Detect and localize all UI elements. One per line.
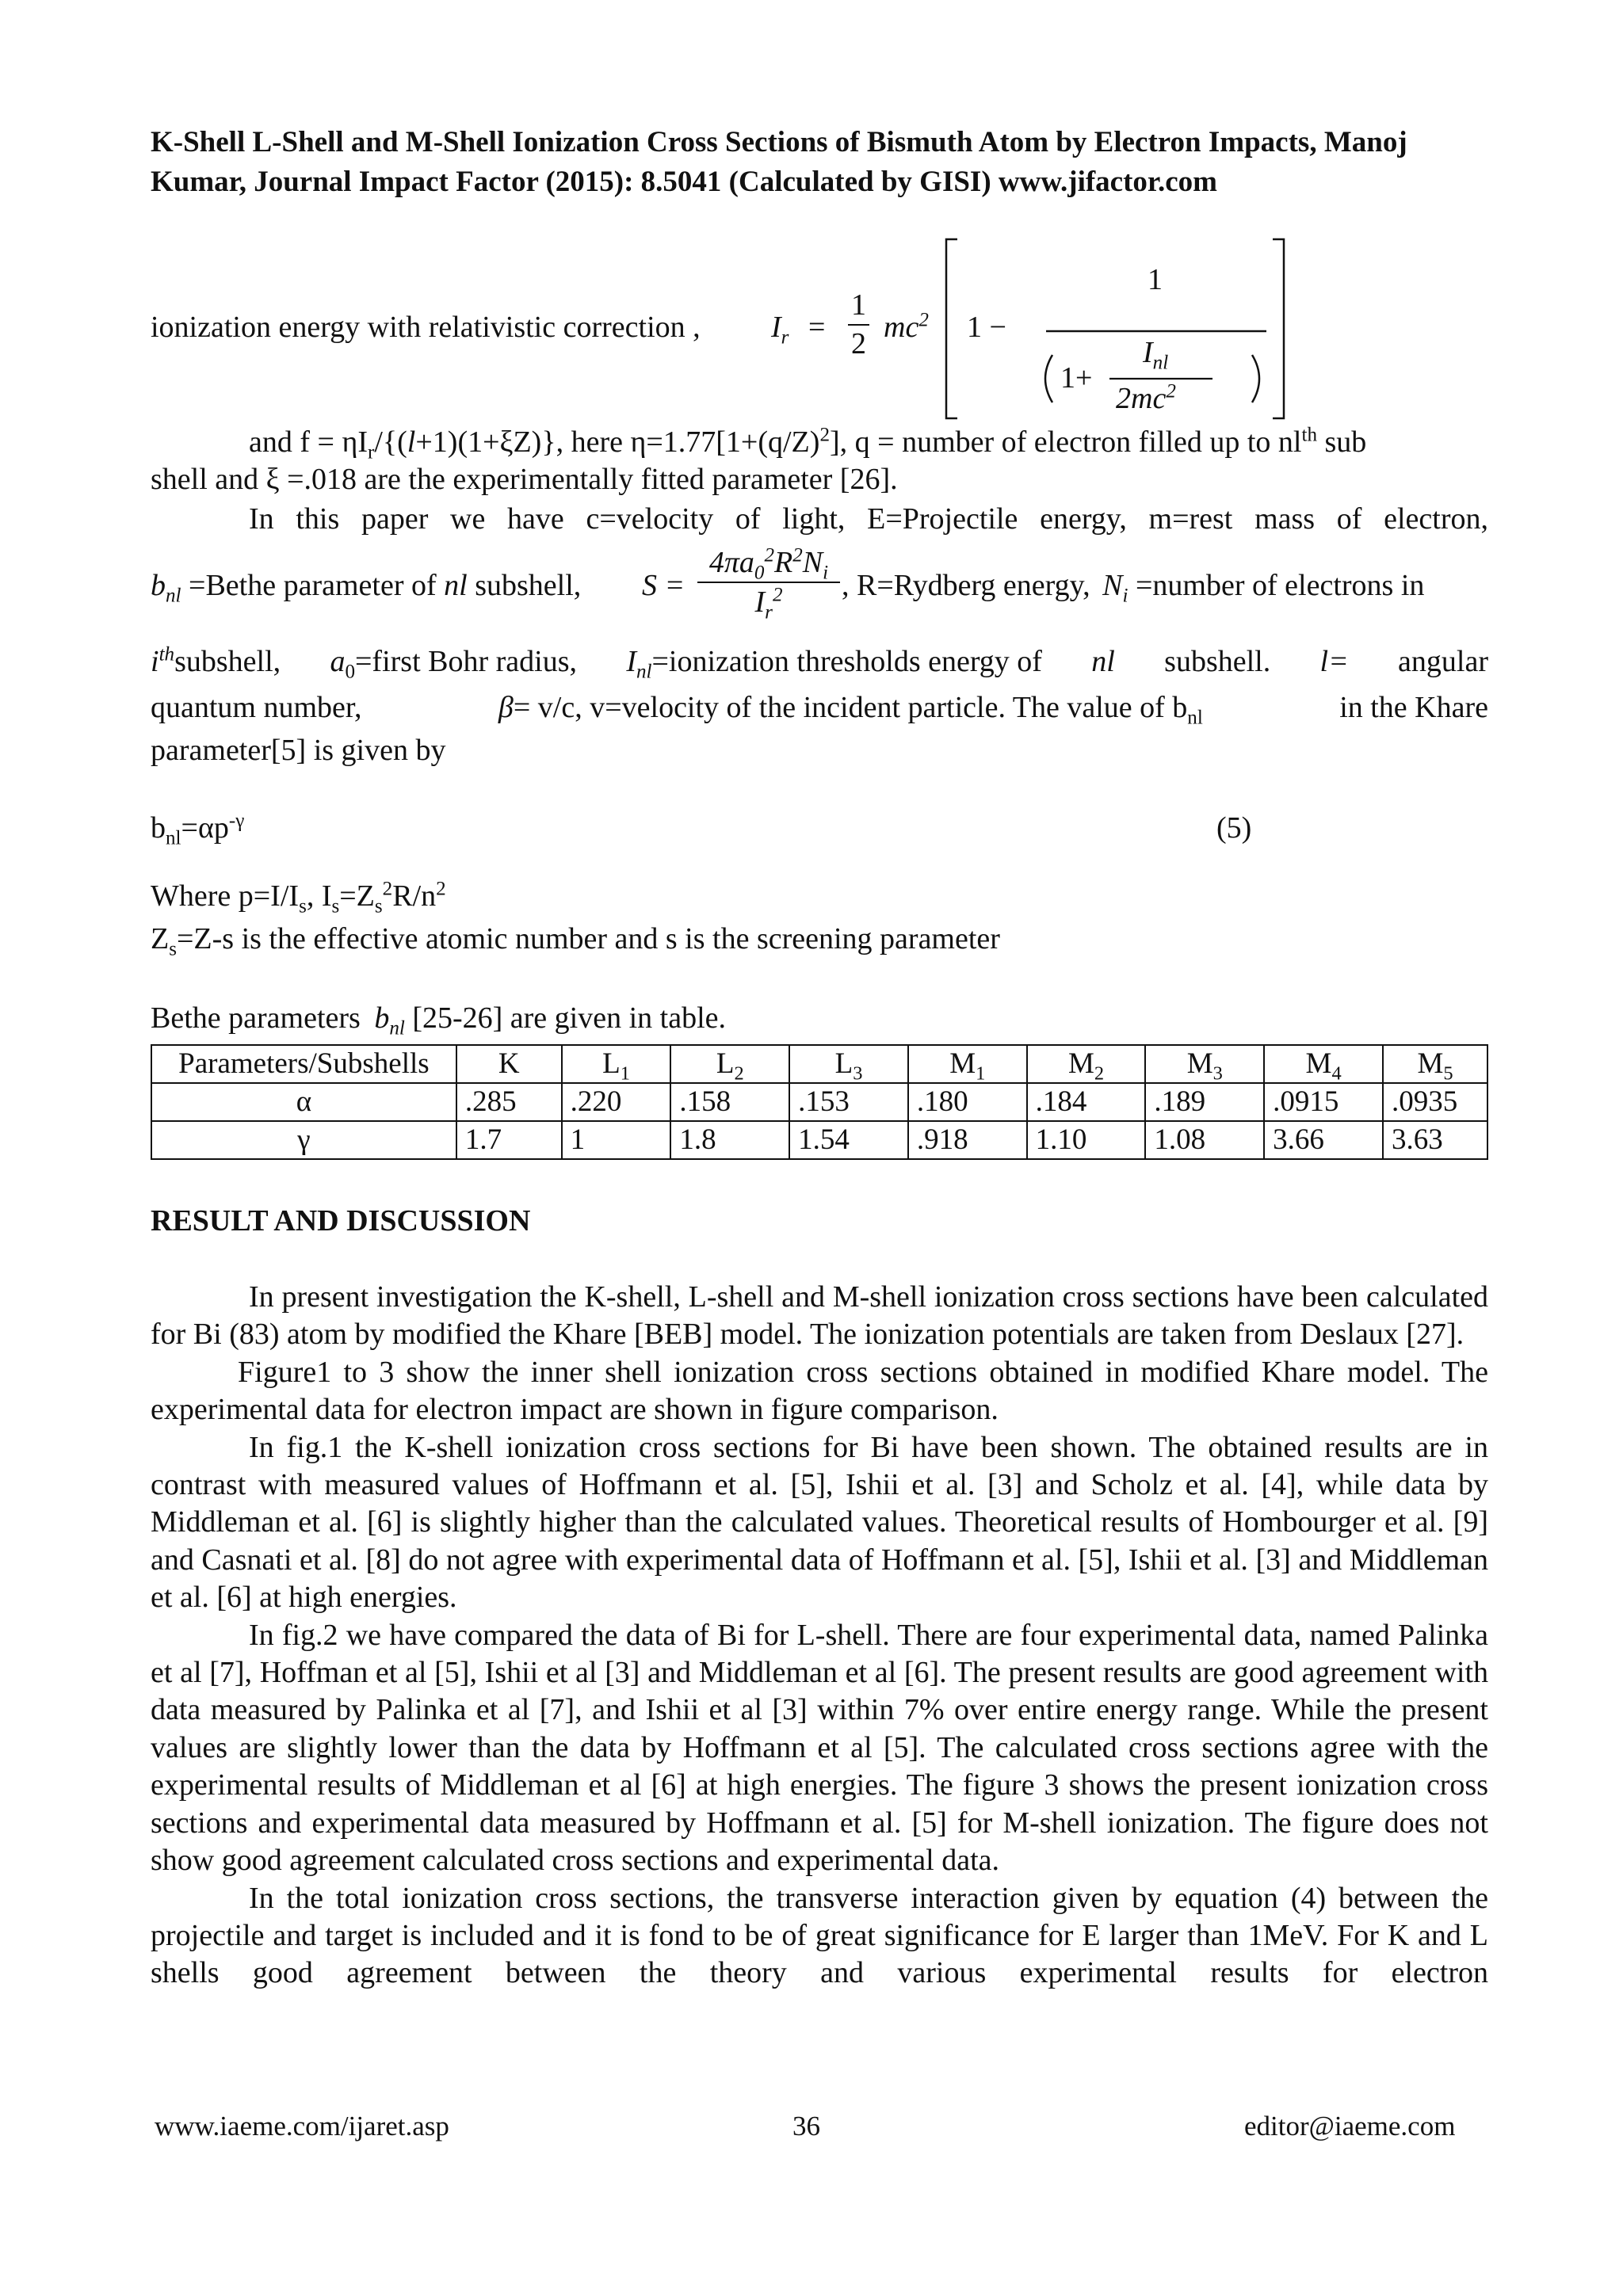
S-tail: , R=Rydberg energy, $N_i$ =number of electrons in bbox=[842, 569, 1425, 607]
results-body bbox=[151, 1279, 1488, 1993]
table-cell: 3.63 bbox=[1383, 1121, 1487, 1159]
table-cell: 3.66 bbox=[1264, 1121, 1383, 1159]
formula-one-plus: 1+ bbox=[1060, 361, 1093, 395]
table-cell: .184 bbox=[1027, 1083, 1146, 1121]
table-cell: .0915 bbox=[1264, 1083, 1383, 1121]
page-number: 36 bbox=[792, 2111, 820, 2142]
paragraph-f-definition bbox=[151, 424, 1488, 498]
section-title: RESULT AND DISCUSSION bbox=[151, 1204, 531, 1238]
formula-lhs: $I_r$ bbox=[771, 311, 789, 349]
header-cell: $M_3$ bbox=[1145, 1045, 1264, 1083]
table-cell: 1.7 bbox=[456, 1121, 562, 1159]
para1-line2: shell and ξ =.018 are the experimentally fitted parameter [26]. bbox=[151, 463, 898, 497]
table-cell: .0935 bbox=[1383, 1083, 1487, 1121]
formula-I-nl: $I_{nl}$ bbox=[1143, 336, 1169, 374]
table-cell: .153 bbox=[789, 1083, 908, 1121]
relativistic-formula bbox=[151, 223, 1498, 421]
para2-line5: parameter[5] is given by bbox=[151, 734, 446, 767]
zs-definition: $Z_s=Z-s$ is the effective atomic number and s is the screening parameter bbox=[151, 922, 1000, 960]
table-cell: 1.54 bbox=[789, 1121, 908, 1159]
header-cell: $L_2$ bbox=[670, 1045, 789, 1083]
paragraph: In fig.2 we have compared the data of Bi for L-shell. There are four experimental data, named Palinka et al [7], Hoffman et al [5], Ishii et al [3] and Middleman et al [6]. The present results are good agreement with data measured by Palinka et al [7], and Ishii et al [3] within 7% over entire energy range. While the present values are slightly lower than the data by Hoffmann et al [5]. The calculated cross sections agree with the experimental results of Middleman et al [6] at high energies. The figure 3 shows the present ionization cross sections and experimental data measured by Hoffmann et al. [5] for M-shell ionization. The figure does not show good agreement calculated cross sections and experimental data. bbox=[151, 1618, 1488, 1878]
formula-half: $\frac{1}{2}$ bbox=[848, 287, 869, 363]
formula-mc2: $mc^2$ bbox=[884, 309, 929, 344]
table-cell: .220 bbox=[562, 1083, 671, 1121]
table-intro: Bethe parameters $b_{nl}$ [25-26] are given in table. bbox=[151, 1001, 727, 1039]
table-cell: .285 bbox=[456, 1083, 562, 1121]
header-cell: $L_1$ bbox=[562, 1045, 671, 1083]
formula-equals: = bbox=[808, 311, 826, 344]
table-header-row bbox=[151, 1045, 1487, 1083]
formula-2mc2: $2mc^2$ bbox=[1116, 380, 1176, 415]
paragraph: Figure1 to 3 show the inner shell ionization cross sections obtained in modified Khare model. The experimental data for electron impact are shown in figure comparison. bbox=[151, 1355, 1488, 1427]
row-label: α bbox=[151, 1083, 456, 1121]
formula-one-minus: 1 − bbox=[967, 311, 1006, 344]
running-header bbox=[151, 123, 1490, 203]
where-definition: Where $p=I/I_s$, $I_s=Z_s^2R/n^2$ bbox=[151, 878, 446, 917]
table-row-alpha bbox=[151, 1083, 1487, 1121]
footer-email[interactable]: editor@iaeme.com bbox=[1244, 2111, 1456, 2142]
paragraph: In present investigation the K-shell, L-shell and M-shell ionization cross sections have been calculated for Bi (83) atom by modified the Khare [BEB] model. The ionization potentials are taken from Deslaux [27]. bbox=[151, 1280, 1488, 1352]
table-cell: 1.8 bbox=[670, 1121, 789, 1159]
table-cell: .918 bbox=[908, 1121, 1027, 1159]
bethe-param-def: $b_{nl}$ =Bethe parameter of nl subshell, bbox=[151, 569, 582, 607]
table-cell: .158 bbox=[670, 1083, 789, 1121]
table-cell: .180 bbox=[908, 1083, 1027, 1121]
S-fraction: $4\pi a_0^2R^2N_i$ $I_r^2$ bbox=[697, 545, 840, 622]
header-cell: Parameters/Subshells bbox=[151, 1045, 456, 1083]
header-line-1: K-Shell L-Shell and M-Shell Ionization Cross Sections of Bismuth Atom by Electron Impacts, Manoj bbox=[151, 126, 1407, 158]
row-label: γ bbox=[151, 1121, 456, 1159]
header-cell: $M_2$ bbox=[1027, 1045, 1146, 1083]
table-cell: .189 bbox=[1145, 1083, 1264, 1121]
header-line-2: Kumar, Journal Impact Factor (2015): 8.5041 (Calculated by GISI) www.jifactor.com bbox=[151, 166, 1217, 199]
paragraph: In the total ionization cross sections, the transverse interaction given by equation (4) between the projectile and target is included and it is fond to be of great significance for E larger than 1MeV. For K and L shells good agreement between the theory and various experimental results for electron bbox=[151, 1881, 1488, 1990]
formula-intro: ionization energy with relativistic correction , bbox=[151, 311, 701, 344]
table-cell: 1.10 bbox=[1027, 1121, 1146, 1159]
header-cell: $M_1$ bbox=[908, 1045, 1027, 1083]
table-cell: 1 bbox=[562, 1121, 671, 1159]
S-symbol: S = bbox=[642, 569, 685, 602]
table-row-gamma bbox=[151, 1121, 1487, 1159]
para2-line4: quantum number, β= v/c, v=velocity of the incident particle. The value of $b_{nl}$ in the Khare bbox=[151, 691, 1488, 729]
formula-inner-num: 1 bbox=[1148, 263, 1163, 296]
footer-url[interactable]: www.iaeme.com/ijaret.asp bbox=[155, 2111, 449, 2142]
header-cell: K bbox=[456, 1045, 562, 1083]
bethe-parameters-table bbox=[151, 1044, 1488, 1160]
para2-line1: In this paper we have c=velocity of light, E=Projectile energy, m=rest mass of electron, bbox=[249, 502, 1488, 536]
equation-number: (5) bbox=[1216, 811, 1252, 845]
paragraph: In fig.1 the K-shell ionization cross sections for Bi have been shown. The obtained results are in contrast with measured values of Hoffmann et al. [5], Ishii et al. [3] and Scholz et al. [4], while data by Middleman et al. [6] is slightly higher than the calculated values. Theoretical results of Hombourger et al. [9] and Casnati et al. [8] do not agree with experimental data of Hoffmann et al. [5], Ishii et al. [3] and Middleman et al. [6] at high energies. bbox=[151, 1430, 1488, 1615]
header-cell: $M_5$ bbox=[1383, 1045, 1487, 1083]
header-cell: $L_3$ bbox=[789, 1045, 908, 1083]
para2-line2 bbox=[151, 545, 1498, 632]
equation-5: $b_{nl}=\alpha p^{-\gamma}$ bbox=[151, 810, 245, 849]
para1-line1: and $f = \eta I_r/\{(l+1)(1+\xi Z)\}$, here $\eta=1.77[1+(q/Z)^2]$, q = number of electron filled up to $nl^{th}$ sub bbox=[249, 424, 1367, 463]
para2-line3: $i^{th}subshell$, $a_0=first$ Bohr radius, $I_{nl}=ionization$ thresholds energy of nl subshell. l= angular bbox=[151, 643, 1488, 683]
table-cell: 1.08 bbox=[1145, 1121, 1264, 1159]
header-cell: $M_4$ bbox=[1264, 1045, 1383, 1083]
